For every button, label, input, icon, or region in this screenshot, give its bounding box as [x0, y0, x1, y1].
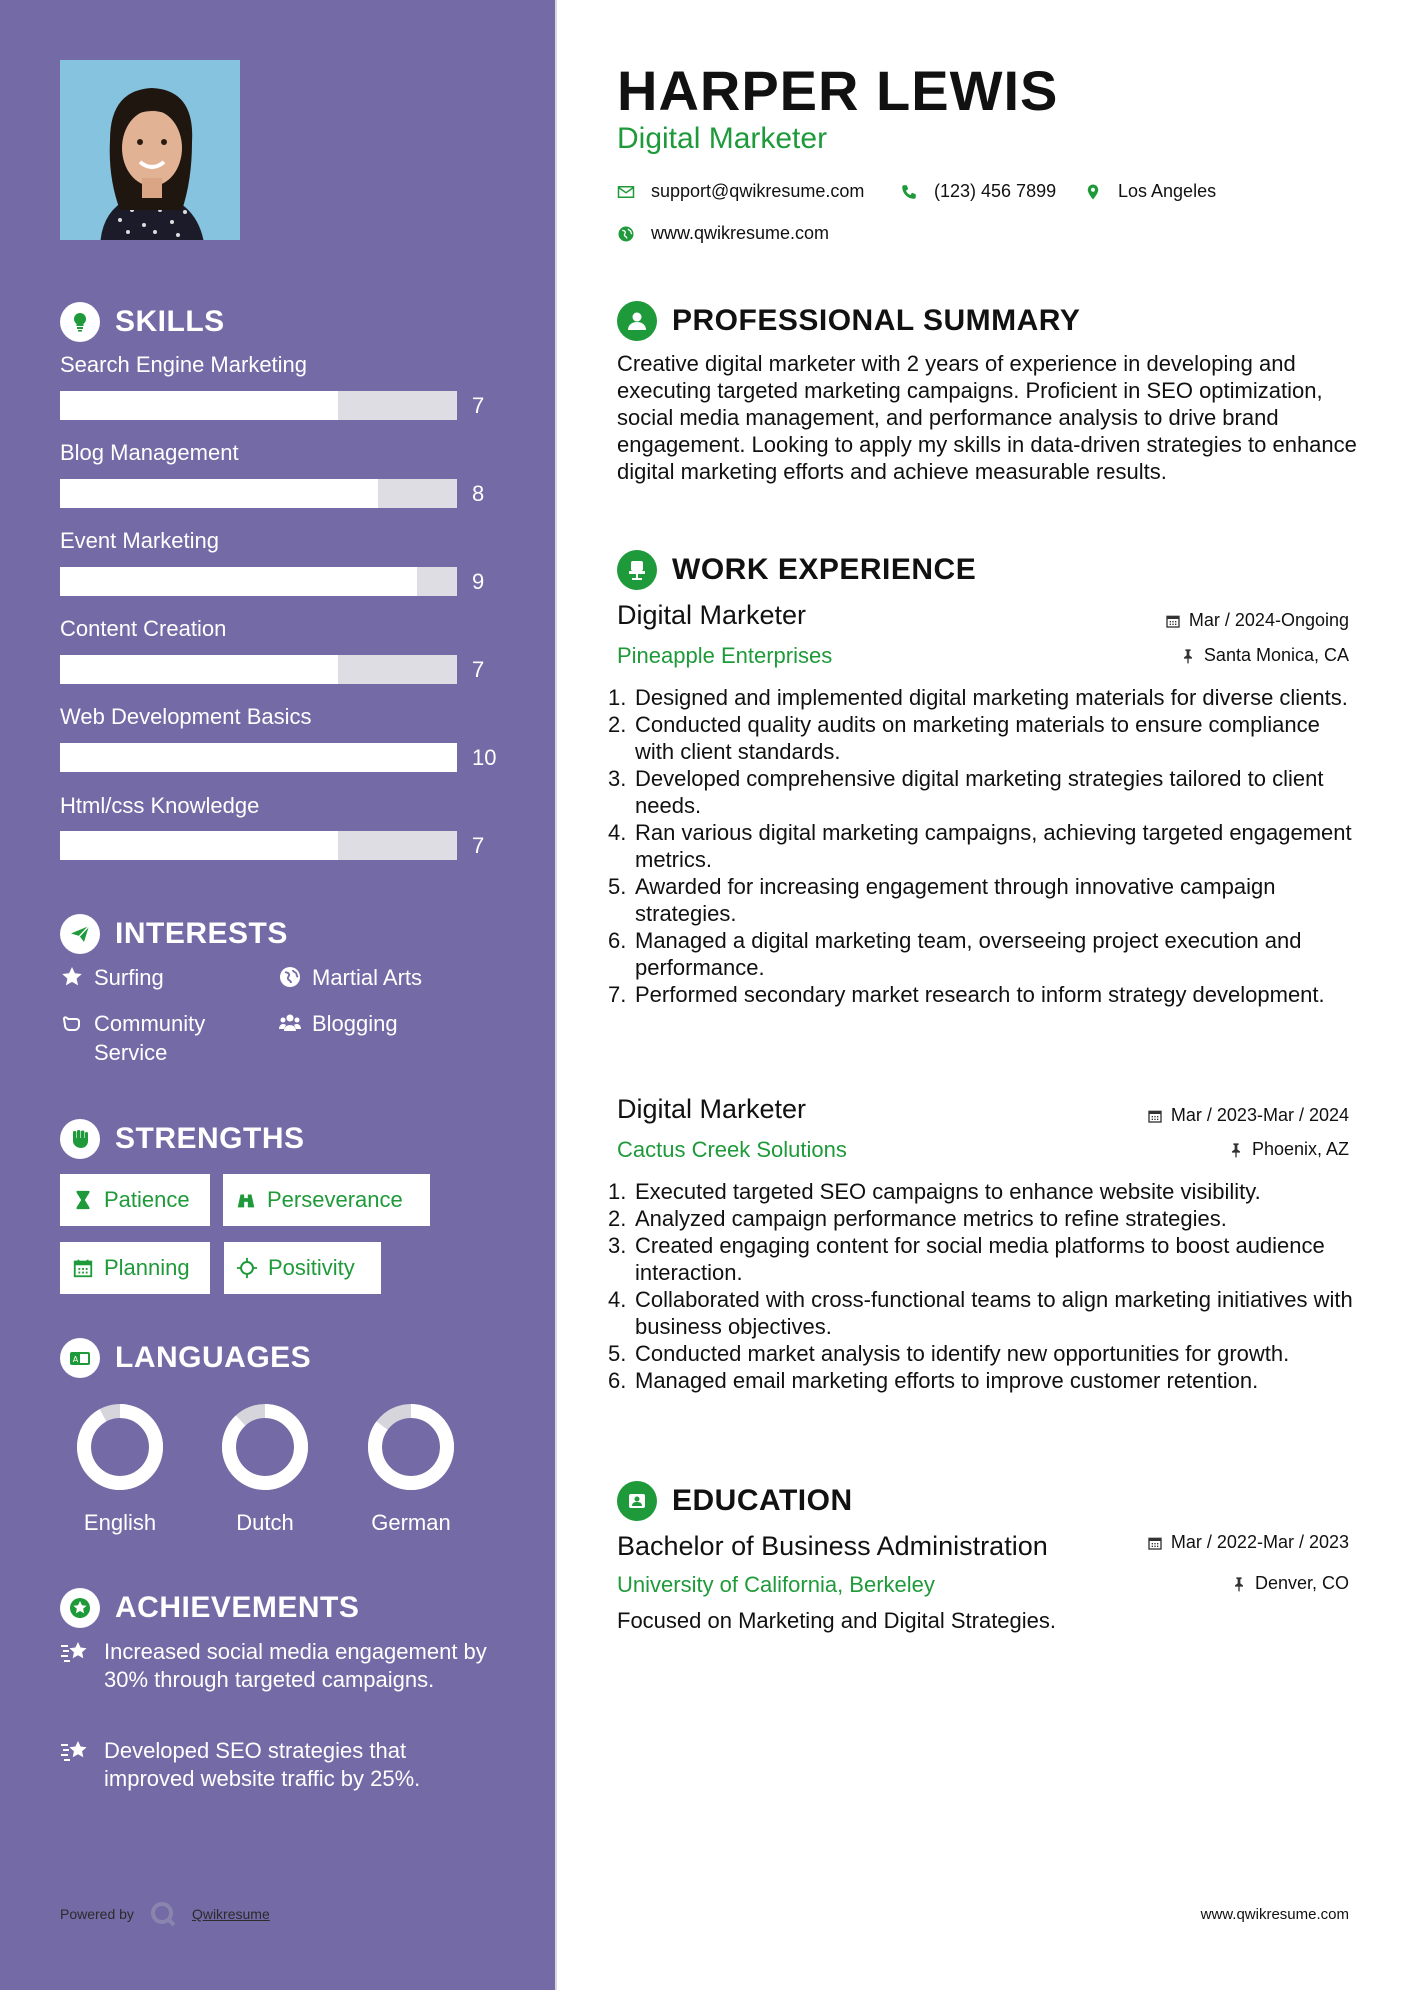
- location-text: Los Angeles: [1118, 181, 1217, 201]
- interest-label: Blogging: [312, 1011, 398, 1036]
- pushpin-icon: [1228, 1142, 1244, 1158]
- education-location: [1231, 1573, 1349, 1594]
- job-location-text: Santa Monica, CA: [1203, 645, 1349, 665]
- language-name: German: [371, 1510, 451, 1535]
- job-dates: [1147, 1105, 1349, 1126]
- fist-icon: [60, 1119, 100, 1159]
- skill-value: 10: [472, 745, 497, 770]
- language-item: [356, 1402, 466, 1536]
- education-degree: Bachelor of Business Administration: [617, 1531, 1048, 1561]
- phone-icon: [900, 183, 918, 201]
- profile-photo: [60, 60, 240, 240]
- skill-name: Html/css Knowledge: [60, 793, 260, 818]
- calendar-icon: [1147, 1108, 1163, 1124]
- brand-link[interactable]: Qwikresume: [191, 1906, 270, 1922]
- svg-text:A: A: [72, 1355, 79, 1364]
- education-school: University of California, Berkeley: [617, 1572, 935, 1597]
- strength-badge: [223, 1174, 430, 1226]
- languages-heading: [60, 1337, 311, 1379]
- skill-name: Event Marketing: [60, 528, 219, 553]
- languages-title: LANGUAGES: [115, 1341, 312, 1374]
- profile-photo-icon: [60, 60, 240, 240]
- job-role: Digital Marketer: [617, 600, 807, 630]
- language-icon: [60, 1338, 100, 1378]
- skill-bar: [60, 743, 457, 772]
- strength-badge: [60, 1242, 210, 1294]
- binoculars-icon: [235, 1189, 257, 1211]
- powered-by-label: Powered by: [60, 1906, 134, 1922]
- skill-bar-fill: [60, 743, 457, 772]
- job-company: Pineapple Enterprises: [617, 643, 833, 668]
- skill-value: 7: [472, 657, 485, 682]
- interest-item: [278, 1009, 398, 1038]
- list-item: 2. Analyzed campaign performance metrics to refine strategies.: [608, 1206, 1227, 1231]
- language-item: [65, 1402, 175, 1536]
- education-description: Focused on Marketing and Digital Strategies.: [617, 1608, 1057, 1633]
- interests-title: INTERESTS: [115, 917, 288, 950]
- education-dates-text: Mar / 2022-Mar / 2023: [1170, 1532, 1349, 1552]
- strengths-title: STRENGTHS: [115, 1122, 305, 1155]
- skill-bar: [60, 655, 457, 684]
- list-item: 5. Conducted market analysis to identify new opportunities for growth.: [608, 1341, 1290, 1366]
- lightbulb-icon: [60, 302, 100, 342]
- interest-label: Surfing: [94, 965, 164, 990]
- summary-heading: [617, 300, 1080, 342]
- language-item: [210, 1402, 320, 1536]
- bullet-text: Performed secondary market research to inform strategy development.: [635, 982, 1325, 1007]
- hand-icon: [60, 1011, 84, 1035]
- contact-email[interactable]: [617, 181, 864, 202]
- strength-label: Perseverance: [267, 1187, 403, 1212]
- list-item: 4. Collaborated with cross-functional teams to align marketing initiatives with business objectives.: [608, 1287, 1353, 1339]
- envelope-icon: [617, 183, 635, 201]
- interest-label: Martial Arts: [312, 965, 423, 990]
- hourglass-icon: [72, 1189, 94, 1211]
- sidebar: [0, 0, 557, 1990]
- skill-value: 7: [472, 833, 485, 858]
- language-name: Dutch: [236, 1510, 294, 1535]
- interests-heading: [60, 913, 288, 955]
- star-icon: [60, 965, 84, 989]
- skill-bar: [60, 831, 457, 860]
- bullet-text: Developed comprehensive digital marketing strategies tailored to client needs.: [635, 766, 1324, 818]
- bullet-text: Analyzed campaign performance metrics to refine strategies.: [635, 1206, 1227, 1231]
- job-bullets: [608, 1178, 1353, 1394]
- language-gauge-fill: [229, 1411, 301, 1483]
- map-pin-icon: [1084, 183, 1102, 201]
- skill-bar: [60, 479, 457, 508]
- education-title: EDUCATION: [672, 1484, 853, 1517]
- skill-bar-fill: [60, 479, 378, 508]
- summary-text: Creative digital marketer with 2 years of experience in developing and executing targeted marketing campaigns. Proficient in SEO optimization, social media management, and performance analysis to drive brand engagement. Looking to apply my skills in data-driven strategies to enhance digital marketing efforts and achieve measurable results.: [617, 351, 1357, 484]
- language-gauge: [75, 1402, 165, 1492]
- education-dates: [1147, 1532, 1349, 1553]
- list-item: 6. Managed email marketing efforts to improve customer retention.: [608, 1368, 1259, 1393]
- calendar-icon: [1165, 613, 1181, 629]
- office-chair-icon: [617, 550, 657, 590]
- interest-item: [60, 963, 164, 992]
- calendar-icon: [72, 1257, 94, 1279]
- bullet-text: Awarded for increasing engagement through innovative campaign strategies.: [635, 874, 1276, 926]
- interest-item: [278, 963, 422, 992]
- bullet-text: Ran various digital marketing campaigns, achieving targeted engagement metrics.: [635, 820, 1352, 872]
- skill-value: 7: [472, 393, 485, 418]
- job-company: Cactus Creek Solutions: [617, 1137, 847, 1162]
- skill-bar-fill: [60, 655, 338, 684]
- strength-label: Patience: [104, 1187, 190, 1212]
- skill-bar-fill: [60, 391, 338, 420]
- job-dates-text: Mar / 2024-Ongoing: [1188, 610, 1349, 630]
- skill-value: 8: [472, 481, 485, 506]
- experience-title: WORK EXPERIENCE: [672, 553, 977, 586]
- skill-name: Blog Management: [60, 440, 239, 465]
- achievements-heading: [60, 1587, 359, 1629]
- candidate-name: HARPER LEWIS: [617, 59, 1059, 122]
- skill-name: Web Development Basics: [60, 704, 312, 729]
- language-gauge: [366, 1402, 456, 1492]
- skill-bar: [60, 567, 457, 596]
- achievement-item: [60, 1737, 500, 1793]
- contact-website[interactable]: [617, 223, 829, 244]
- strength-badge: [224, 1242, 381, 1294]
- list-item: 5. Awarded for increasing engagement through innovative campaign strategies.: [608, 873, 1353, 927]
- strength-label: Positivity: [268, 1255, 355, 1280]
- contact-phone[interactable]: [900, 181, 1056, 202]
- skills-title: SKILLS: [115, 305, 225, 338]
- job-location: [1180, 645, 1349, 666]
- job-bullets: [608, 684, 1353, 1008]
- experience-heading: [617, 549, 976, 591]
- footer-url[interactable]: www.qwikresume.com: [1200, 1906, 1349, 1923]
- list-item: 1. Designed and implemented digital marketing materials for diverse clients.: [608, 685, 1348, 710]
- bullet-text: Executed targeted SEO campaigns to enhance website visibility.: [635, 1179, 1261, 1204]
- skill-bar: [60, 391, 457, 420]
- job-location: [1228, 1139, 1349, 1160]
- pushpin-icon: [1180, 648, 1196, 664]
- bullet-text: Managed a digital marketing team, overseeing project execution and performance.: [635, 928, 1302, 980]
- education-location-text: Denver, CO: [1254, 1573, 1349, 1593]
- strengths-heading: [60, 1118, 305, 1160]
- list-item: 1. Executed targeted SEO campaigns to enhance website visibility.: [608, 1179, 1261, 1204]
- graduation-icon: [617, 1481, 657, 1521]
- list-item: 3. Created engaging content for social media platforms to boost audience interaction.: [608, 1232, 1353, 1286]
- list-item: 3. Developed comprehensive digital marketing strategies tailored to client needs.: [608, 765, 1353, 819]
- bullet-text: Created engaging content for social media platforms to boost audience interaction.: [635, 1233, 1325, 1285]
- job-dates: [1165, 610, 1349, 631]
- language-gauge-fill: [84, 1411, 156, 1483]
- skill-value: 9: [472, 569, 485, 594]
- achievement-text: Developed SEO strategies that improved website traffic by 25%.: [104, 1738, 421, 1791]
- skill-bar-fill: [60, 567, 417, 596]
- skill-name: Search Engine Marketing: [60, 352, 308, 377]
- shooting-star-icon: [60, 1737, 92, 1765]
- powered-by: [60, 1900, 270, 1928]
- shooting-star-icon: [60, 1638, 92, 1666]
- strength-badge: [60, 1174, 210, 1226]
- achievements-title: ACHIEVEMENTS: [115, 1591, 360, 1624]
- paper-plane-icon: [60, 914, 100, 954]
- language-name: English: [83, 1510, 157, 1535]
- email-text[interactable]: support@qwikresume.com: [651, 181, 865, 201]
- bullet-text: Conducted quality audits on marketing materials to ensure compliance with client standards.: [635, 712, 1320, 764]
- calendar-icon: [1147, 1535, 1163, 1551]
- list-item: 2. Conducted quality audits on marketing materials to ensure compliance with client standards.: [608, 711, 1353, 765]
- qwikresume-logo-icon: [149, 1900, 177, 1928]
- star-badge-icon: [60, 1588, 100, 1628]
- achievement-item: [60, 1638, 500, 1694]
- language-gauge: [220, 1402, 310, 1492]
- summary-title: PROFESSIONAL SUMMARY: [672, 304, 1081, 337]
- interest-item: [60, 1009, 250, 1067]
- skill-bar-fill: [60, 831, 338, 860]
- pushpin-icon: [1231, 1576, 1247, 1592]
- strength-label: Planning: [104, 1255, 190, 1280]
- interest-label: Community Service: [94, 1011, 206, 1065]
- list-item: 6. Managed a digital marketing team, overseeing project execution and performance.: [608, 927, 1353, 981]
- skills-heading: [60, 301, 225, 343]
- candidate-title: Digital Marketer: [617, 122, 828, 155]
- skill-name: Content Creation: [60, 616, 227, 641]
- list-item: 4. Ran various digital marketing campaigns, achieving targeted engagement metrics.: [608, 820, 1352, 872]
- education-heading: [617, 1480, 853, 1522]
- globe-icon: [278, 965, 302, 989]
- job-role: Digital Marketer: [617, 1094, 807, 1124]
- job-dates-text: Mar / 2023-Mar / 2024: [1170, 1105, 1349, 1125]
- bullet-text: Designed and implemented digital marketing materials for diverse clients.: [635, 685, 1348, 710]
- contact-location: [1084, 181, 1216, 202]
- achievement-text: Increased social media engagement by 30% through targeted campaigns.: [104, 1639, 487, 1692]
- website-text[interactable]: www.qwikresume.com: [651, 223, 830, 243]
- globe-icon: [617, 225, 635, 243]
- phone-text[interactable]: (123) 456 7899: [934, 181, 1057, 201]
- bullet-text: Conducted market analysis to identify new opportunities for growth.: [635, 1341, 1290, 1366]
- bullet-text: Collaborated with cross-functional teams to align marketing initiatives with business objectives.: [635, 1287, 1353, 1339]
- list-item: 7. Performed secondary market research to inform strategy development.: [608, 982, 1325, 1007]
- bullet-text: Managed email marketing efforts to improve customer retention.: [635, 1368, 1259, 1393]
- user-icon: [617, 301, 657, 341]
- job-location-text: Phoenix, AZ: [1251, 1139, 1349, 1159]
- users-icon: [278, 1011, 302, 1035]
- sun-icon: [236, 1257, 258, 1279]
